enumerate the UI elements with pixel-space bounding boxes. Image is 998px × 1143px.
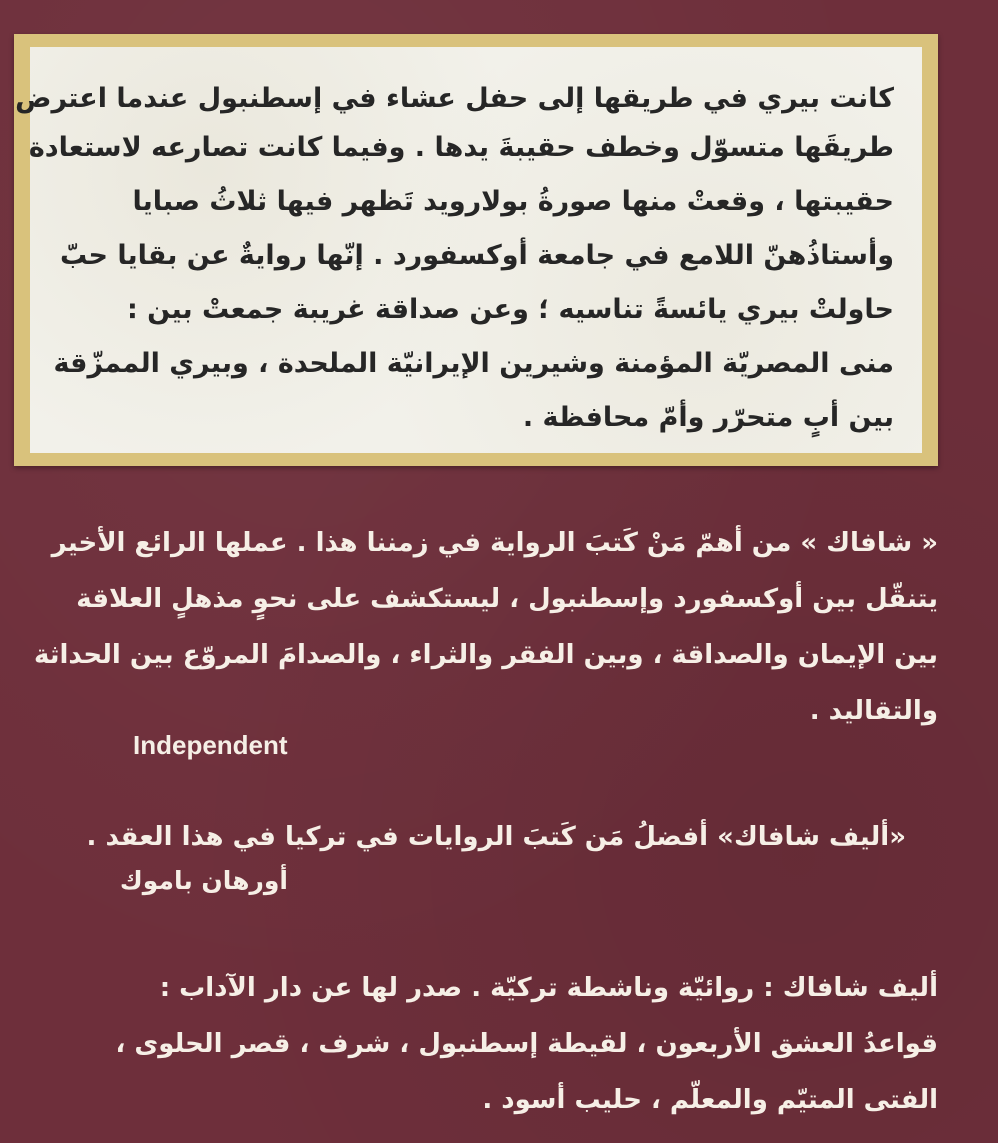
bio-line: قواعدُ العشق الأربعون ، لقيطة إسطنبول ، شرف ، قصر الحلوى ، bbox=[115, 1029, 938, 1059]
bio-line: الفتى المتيّم والمعلّم ، حليب أسود . bbox=[482, 1085, 938, 1115]
review-source: Independent bbox=[133, 730, 288, 760]
synopsis-line: كانت بيري في طريقها إلى حفل عشاء في إسطنبول عندما اعترض bbox=[15, 83, 894, 114]
review-block bbox=[34, 515, 938, 739]
synopsis-line: منى المصريّة المؤمنة وشيرين الإيرانيّة الملحدة ، وبيري الممزّقة bbox=[53, 348, 894, 379]
synopsis-line: طريقَها متسوّل وخطف حقيبةَ يدها . وفيما كانت تصارعه لاستعادة bbox=[28, 132, 894, 163]
synopsis-line: وأستاذُهنّ اللامع في جامعة أوكسفورد . إنّها روايةٌ عن بقايا حبّ bbox=[59, 240, 894, 271]
bio-block bbox=[115, 960, 938, 1128]
bio-line: أليف شافاك : روائيّة وناشطة تركيّة . صدر لها عن دار الآداب : bbox=[159, 973, 938, 1003]
synopsis-line: بين أبٍ متحرّر وأمّ محافظة . bbox=[522, 402, 894, 433]
quote-author: أورهان باموك bbox=[119, 866, 288, 895]
synopsis-line: حاولتْ بيري يائسةً تناسيه ؛ وعن صداقة غريبة جمعتْ بين : bbox=[126, 294, 894, 325]
review-line: والتقاليد . bbox=[809, 696, 938, 726]
review-line: « شافاك » من أهمّ مَنْ كَتبَ الرواية في زمننا هذا . عملها الرائع الأخير bbox=[51, 528, 938, 558]
synopsis-line: حقيبتها ، وقعتْ منها صورةُ بولارويد تَظهر فيها ثلاثُ صبايا bbox=[132, 186, 894, 217]
synopsis-note-frame bbox=[14, 34, 938, 466]
review-line: بين الإيمان والصداقة ، وبين الفقر والثراء ، والصدامَ المروّع بين الحداثة bbox=[33, 640, 938, 670]
review-line: يتنقّل بين أوكسفورد وإسطنبول ، ليستكشف على نحوٍ مذهلٍ العلاقة bbox=[76, 584, 938, 614]
quote-text: «أليف شافاك» أفضلُ مَن كَتبَ الروايات في تركيا في هذا العقد . bbox=[86, 822, 906, 852]
synopsis-note-paper bbox=[15, 47, 922, 453]
